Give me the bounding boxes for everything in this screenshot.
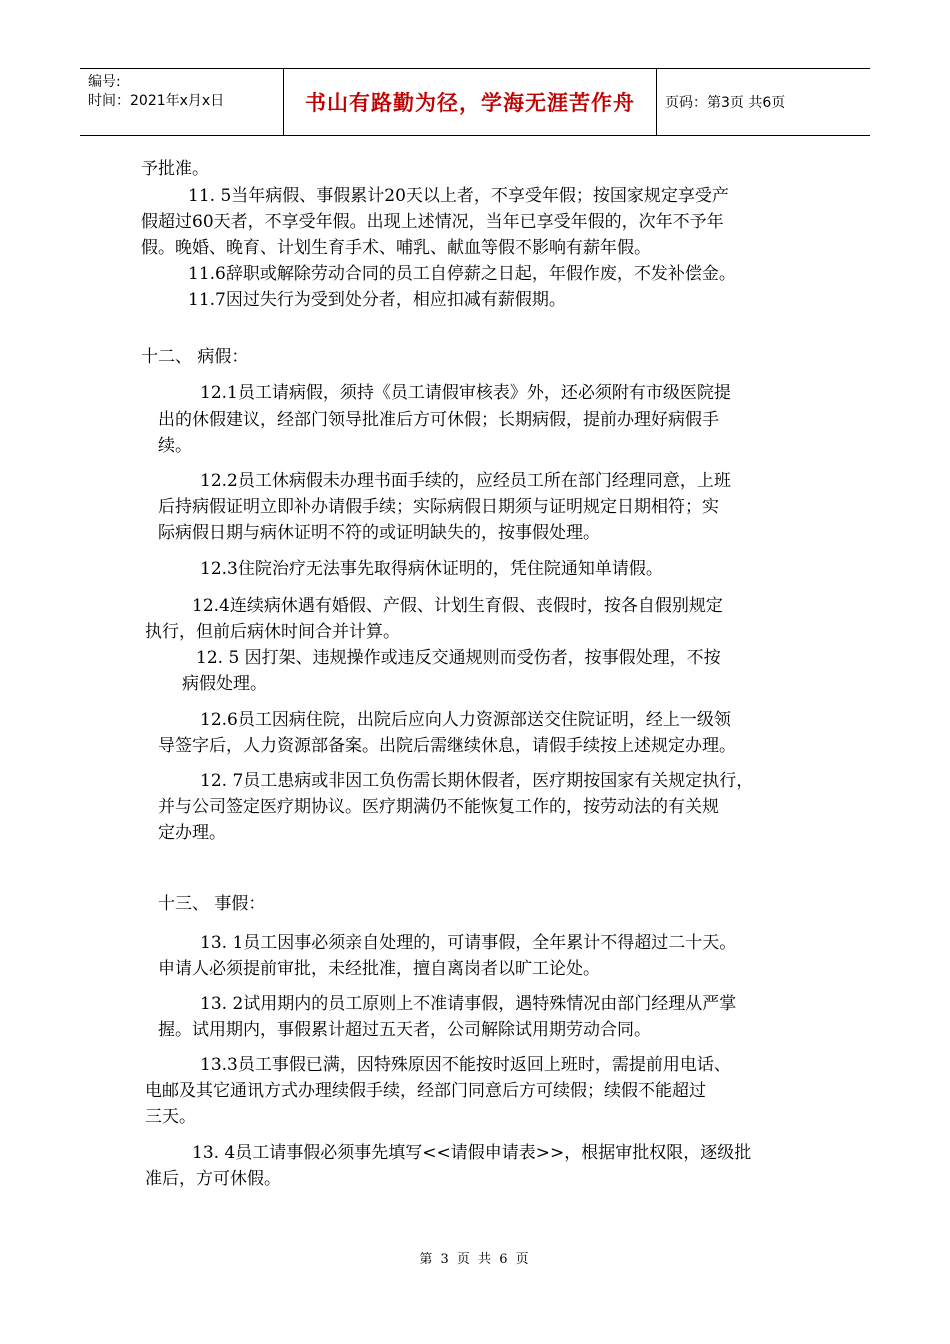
para-12-4-line-1: 12.4连续病休遇有婚假、产假、计划生育假、丧假时，按各自假别规定 [192,596,723,616]
para-12-1-line-3: 续。 [158,436,192,456]
para-12-3: 12.3住院治疗无法事先取得病休证明的，凭住院通知单请假。 [200,559,663,579]
para-12-5-line-2: 病假处理。 [182,674,267,694]
para-12-5-line-1: 12. 5 因打架、违规操作或违反交通规则而受伤者，按事假处理，不按 [196,648,721,668]
para-13-4-line-2: 准后，方可休假。 [145,1169,281,1189]
header-motto-cell [283,69,657,135]
header-page-label: 页码：第3页 共6页 [665,95,786,111]
para-11-5-line-1: 11. 5当年病假、事假累计20天以上者，不享受年假；按国家规定享受产 [188,186,729,206]
para-13-3-line-3: 三天。 [145,1107,196,1127]
para-12-2-line-1: 12.2员工休病假未办理书面手续的，应经员工所在部门经理同意，上班 [200,471,731,491]
para-12-7-line-2: 并与公司签定医疗期协议。医疗期满仍不能恢复工作的，按劳动法的有关规 [158,797,719,817]
para-12-1-line-1: 12.1员工请病假，须持《员工请假审核表》外，还必须附有市级医院提 [200,383,731,403]
page-header [80,68,870,136]
para-12-1-line-2: 出的休假建议，经部门领导批准后方可休假；长期病假，提前办理好病假手 [158,410,719,430]
document-number-label: 编号: [88,74,121,90]
para-12-7-line-1: 12. 7员工患病或非因工负伤需长期休假者，医疗期按国家有关规定执行， [200,771,754,791]
document-date-label: 时间：2021年x月x日 [88,93,225,109]
para-13-1-line-2: 申请人必须提前审批，未经批准，擅自离岗者以旷工论处。 [158,959,600,979]
section-13-title: 十三、 事假： [158,894,266,914]
page-footer: 第 3 页 共 6 页 [419,1252,531,1267]
para-13-2-line-1: 13. 2试用期内的员工原则上不准请事假，遇特殊情况由部门经理从严掌 [200,994,737,1014]
para-12-6-line-2: 导签字后，人力资源部备案。出院后需继续休息，请假手续按上述规定办理。 [158,736,736,756]
para-13-3-line-1: 13.3员工事假已满，因特殊原因不能按时返回上班时，需提前用电话、 [200,1055,731,1075]
para-13-4-line-1: 13. 4员工请事假必须事先填写<<请假申请表>>，根据审批权限，逐级批 [192,1143,752,1163]
header-page-cell [657,69,870,135]
section-12-title: 十二、 病假： [141,347,249,367]
para-11-7: 11.7因过失行为受到处分者，相应扣减有薪假期。 [188,290,566,310]
para-11-5-line-2: 假超过60天者，不享受年假。出现上述情况，当年已享受年假的，次年不予年 [141,212,724,232]
para-12-6-line-1: 12.6员工因病住院，出院后应向人力资源部送交住院证明，经上一级领 [200,710,731,730]
header-motto: 书山有路勤为径，学海无涯苦作舟 [305,91,635,115]
para-11-5-line-3: 假。晚婚、晚育、计划生育手术、哺乳、献血等假不影响有薪年假。 [141,238,651,258]
para-12-2-line-3: 际病假日期与病休证明不符的或证明缺失的，按事假处理。 [158,523,600,543]
para-11-6: 11.6辞职或解除劳动合同的员工自停薪之日起，年假作废，不发补偿金。 [188,264,736,284]
header-meta [80,69,283,135]
continuation-line: 予批准。 [141,159,209,179]
para-13-3-line-2: 电邮及其它通讯方式办理续假手续，经部门同意后方可续假；续假不能超过 [145,1081,706,1101]
para-12-7-line-3: 定办理。 [158,823,226,843]
para-13-1-line-1: 13. 1员工因事必须亲自处理的，可请事假，全年累计不得超过二十天。 [200,933,737,953]
para-13-2-line-2: 握。试用期内，事假累计超过五天者，公司解除试用期劳动合同。 [158,1020,651,1040]
para-12-4-line-2: 执行，但前后病休时间合并计算。 [145,622,400,642]
para-12-2-line-2: 后持病假证明立即补办请假手续；实际病假日期须与证明规定日期相符；实 [158,497,719,517]
